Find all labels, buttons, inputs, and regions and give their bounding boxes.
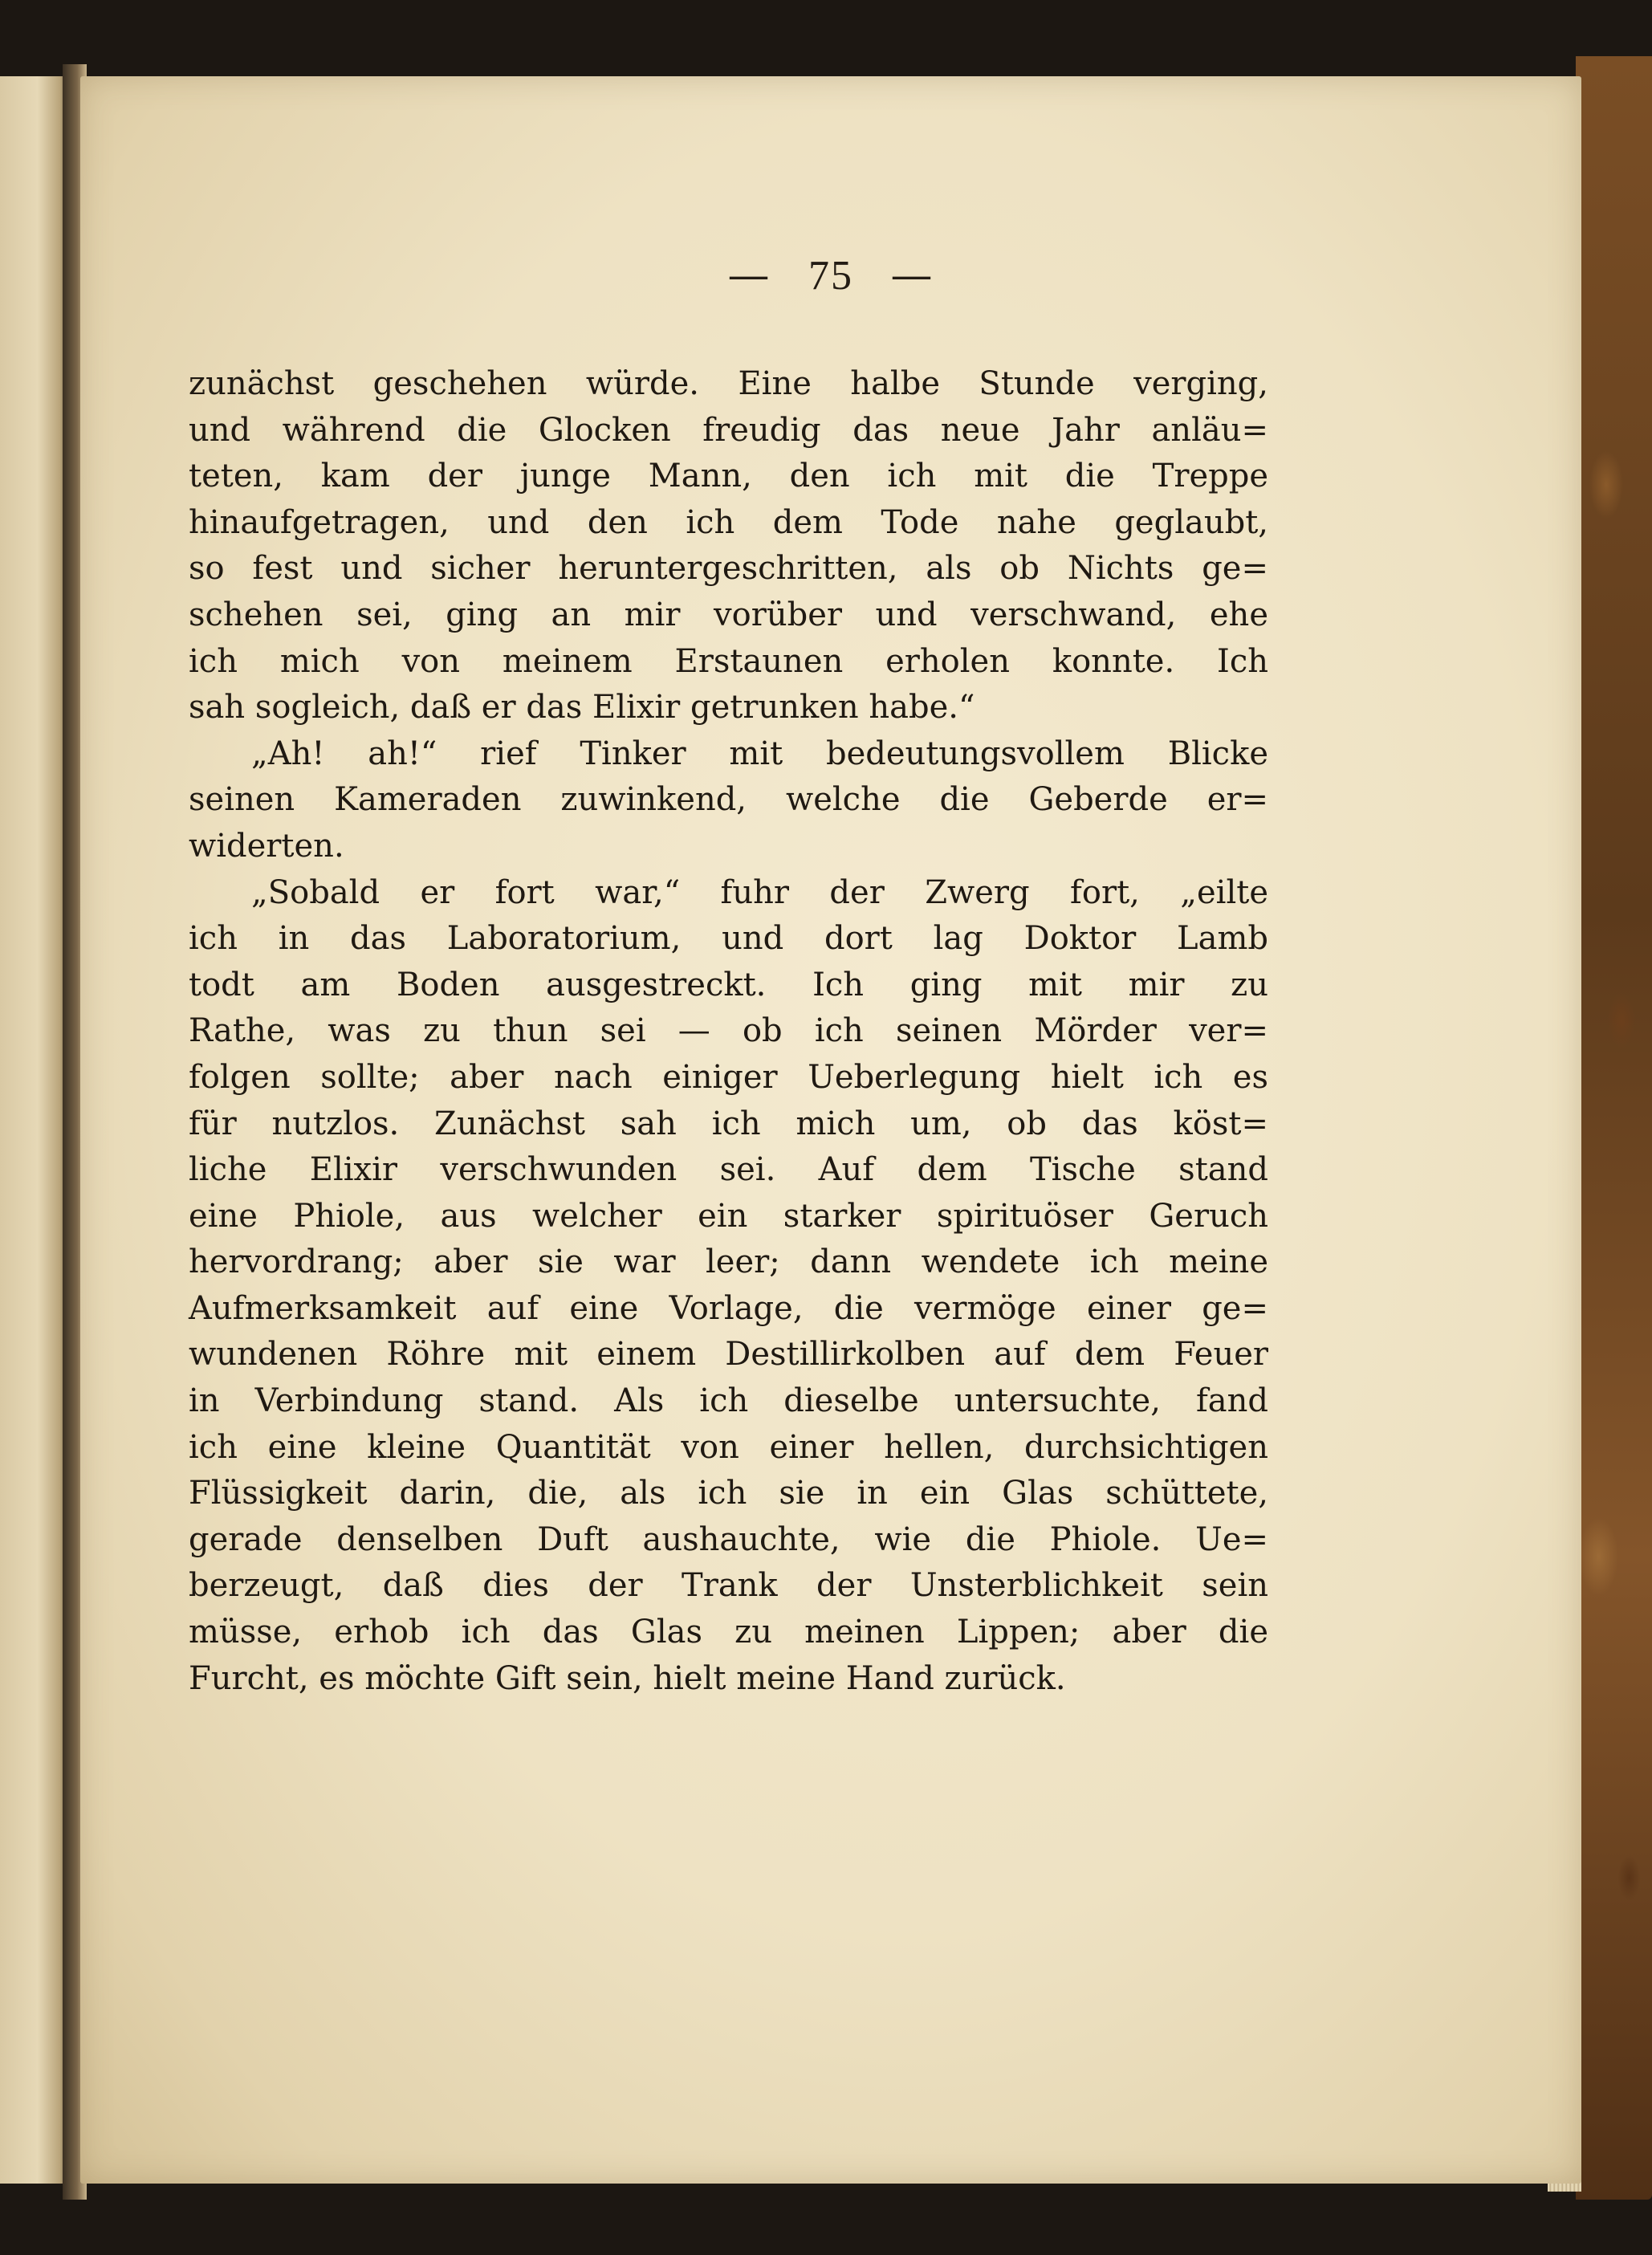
text-line xyxy=(189,1471,1268,1517)
text-line-content: hinaufgetragen, und den ich dem Tode nahe geglaubt, xyxy=(189,503,1268,541)
text-line xyxy=(189,1425,1268,1471)
text-line xyxy=(189,500,1268,547)
text-line-content: „Sobald er fort war,“ fuhr der Zwerg fort, „eilte xyxy=(251,873,1268,911)
text-line xyxy=(189,916,1268,963)
text-line-content: zunächst geschehen würde. Eine halbe Stunde verging, xyxy=(189,365,1268,402)
paragraph xyxy=(189,870,1268,1703)
text-line xyxy=(189,408,1268,454)
book-page xyxy=(80,76,1581,2184)
text-line-content: so fest und sicher heruntergeschritten, als ob Nichts ge= xyxy=(189,550,1268,588)
paragraph xyxy=(189,731,1268,870)
text-line-content: wundenen Röhre mit einem Destillirkolben auf dem Feuer xyxy=(189,1336,1268,1374)
text-line-content: Aufmerksamkeit auf eine Vorlage, die vermöge einer ge= xyxy=(189,1289,1268,1327)
text-line-content: todt am Boden ausgestreckt. Ich ging mit mir zu xyxy=(189,966,1268,1003)
text-line xyxy=(189,1517,1268,1564)
text-line-content: eine Phiole, aus welcher ein starker spirituöser Geruch xyxy=(189,1197,1268,1235)
marbled-cover xyxy=(1576,56,1652,2200)
text-line-content: schehen sei, ging an mir vorüber und verschwand, ehe xyxy=(189,596,1268,633)
text-line xyxy=(189,1378,1268,1425)
text-line-content: ich mich von meinem Erstaunen erholen konnte. Ich xyxy=(189,642,1268,680)
text-line xyxy=(189,546,1268,592)
text-line xyxy=(189,963,1268,1009)
text-line xyxy=(189,592,1268,639)
text-line xyxy=(189,1656,1268,1703)
text-line-content: berzeugt, daß dies der Trank der Unsterblichkeit sein xyxy=(189,1567,1268,1605)
text-line-content: teten, kam der junge Mann, den ich mit die Treppe xyxy=(189,458,1268,495)
text-line xyxy=(189,1008,1268,1055)
text-line-content: müsse, erhob ich das Glas zu meinen Lippen; aber die xyxy=(189,1614,1268,1651)
text-line-content: Flüssigkeit darin, die, als ich sie in ein Glas schüttete, xyxy=(189,1475,1268,1512)
text-line-content: und während die Glocken freudig das neue Jahr anläu= xyxy=(189,411,1268,449)
text-line-content: Rathe, was zu thun sei — ob ich seinen Mörder ver= xyxy=(189,1012,1268,1050)
header-dash-right: — xyxy=(890,251,934,299)
text-line xyxy=(189,824,1268,870)
text-line xyxy=(189,361,1268,408)
body-text xyxy=(189,361,1268,1702)
text-line-content: sah sogleich, daß er das Elixir getrunken habe.“ xyxy=(189,689,975,727)
text-line xyxy=(189,1055,1268,1101)
previous-page-edge xyxy=(0,76,68,2184)
text-line xyxy=(189,777,1268,824)
text-line xyxy=(189,731,1268,778)
text-line-content: für nutzlos. Zunächst sah ich mich um, ob das köst= xyxy=(189,1105,1268,1142)
text-line-content: ich eine kleine Quantität von einer hellen, durchsichtigen xyxy=(189,1428,1268,1466)
text-line xyxy=(189,1610,1268,1656)
text-line-content: in Verbindung stand. Als ich dieselbe untersuchte, fand xyxy=(189,1382,1268,1420)
text-line-content: seinen Kameraden zuwinkend, welche die Geberde er= xyxy=(189,781,1268,819)
text-line xyxy=(189,685,1268,731)
text-line xyxy=(189,454,1268,500)
text-line xyxy=(189,870,1268,917)
text-line-content: Furcht, es möchte Gift sein, hielt meine Hand zurück. xyxy=(189,1659,1066,1697)
page-header xyxy=(80,251,1581,299)
text-line xyxy=(189,639,1268,686)
text-line-content: gerade denselben Duft aushauchte, wie die Phiole. Ue= xyxy=(189,1520,1268,1558)
text-line-content: folgen sollte; aber nach einiger Ueberlegung hielt ich es xyxy=(189,1058,1268,1096)
text-line-content: widerten. xyxy=(189,827,344,865)
text-line-content: „Ah! ah!“ rief Tinker mit bedeutungsvollem Blicke xyxy=(251,735,1268,772)
header-dash-left: — xyxy=(727,251,771,299)
text-line-content: hervordrang; aber sie war leer; dann wendete ich meine xyxy=(189,1244,1268,1281)
text-line-content: ich in das Laboratorium, und dort lag Doktor Lamb xyxy=(189,920,1268,958)
text-line xyxy=(189,1147,1268,1194)
text-line xyxy=(189,1332,1268,1378)
text-line xyxy=(189,1286,1268,1333)
text-line xyxy=(189,1101,1268,1148)
page-number: 75 xyxy=(808,253,853,299)
text-line xyxy=(189,1194,1268,1240)
text-line-content: liche Elixir verschwunden sei. Auf dem Tische stand xyxy=(189,1151,1268,1189)
text-line xyxy=(189,1239,1268,1286)
text-line xyxy=(189,1563,1268,1610)
paragraph xyxy=(189,361,1268,731)
